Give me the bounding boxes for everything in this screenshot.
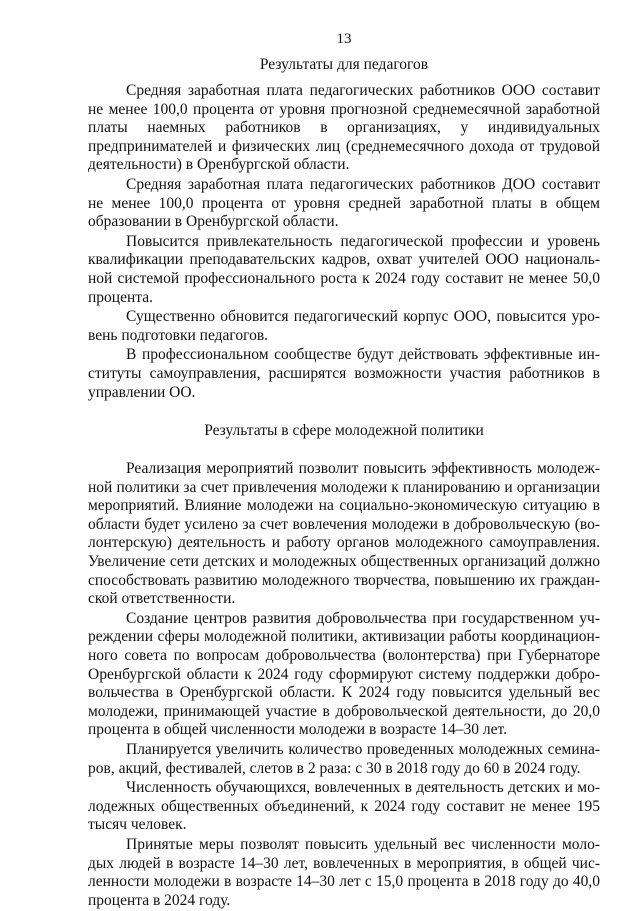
paragraph: В профессиональном сообществе будут действовать эффективные институты самоуправления, расширятся возможности участия работников в управлении ОО.	[88, 346, 600, 401]
paragraph: Существенно обновится педагогический корпус ООО, повысится уровень подготовки педагогов.	[88, 308, 600, 344]
document-page	[88, 30, 600, 911]
paragraph: Принятые меры позволят повысить удельный вес численности молодых людей в возрасте 14–30 лет, вовлеченных в мероприятия, в общей численности молодежи в возрасте 14–30 лет с 15,0 процента в 2018 году до 40,0 процента в 2024 году.	[88, 835, 600, 909]
paragraph: Средняя заработная плата педагогических работников ООО составит не менее 100,0 процента от уровня прогнозной среднемесячной заработной платы наемных работников в организациях, у индивидуальных предпринимателей и физических лиц (среднемесячного дохода от трудовой деятельности) в Оренбургской области.	[88, 82, 600, 174]
section-heading-teachers: Результаты для педагогов	[259, 56, 429, 73]
paragraph: Средняя заработная плата педагогических работников ДОО составит не менее 100,0 процента от уровня средней заработной платы в общем образовании в Оренбургской области.	[88, 175, 600, 231]
section-heading-youth-policy: Результаты в сфере молодежной политики	[204, 422, 484, 440]
paragraph: Повысится привлекательность педагогической профессии и уровень квалификации преподавательских кадров, охват учителей ООО национальной системой профессионального роста к 2024 году составит не менее 50,0 процента.	[88, 232, 600, 306]
paragraph: Численность обучающихся, вовлеченных в деятельность детских и молодежных общественных объединений, к 2024 году составит не менее 195 тысяч человек.	[88, 779, 600, 834]
paragraph: Планируется увеличить количество проведенных молодежных семинаров, акций, фестивалей, слетов в 2 раза: с 30 в 2018 году до 60 в 2024 году.	[88, 741, 600, 777]
paragraph: Реализация мероприятий позволит повысить эффективность молодежной политики за счет привлечения молодежи к планированию и организации мероприятий. Влияние молодежи на социально-экономическую ситуацию в области будет усилено за счет вовлечения молодежи в добровольческую (волонтерскую) деятельность и работу органов молодежного самоуправления. Увеличение сети детских и молодежных общественных организаций должно способствовать развитию молодежного творчества, повышению их гражданской ответственности.	[88, 460, 600, 608]
page-number: 13	[336, 31, 352, 47]
paragraph: Создание центров развития добровольчества при государственном учреждении сферы молодежной политики, активизации работы координационного совета по вопросам добровольчества (волонтерства) при Губернаторе Оренбургской области к 2024 году сформируют систему поддержки добровольчества в Оренбургской области. К 2024 году повысится удельный вес молодежи, принимающей участие в добровольческой деятельности, до 20,0 процента в общей численности молодежи в возрасте 14–30 лет.	[88, 609, 600, 739]
